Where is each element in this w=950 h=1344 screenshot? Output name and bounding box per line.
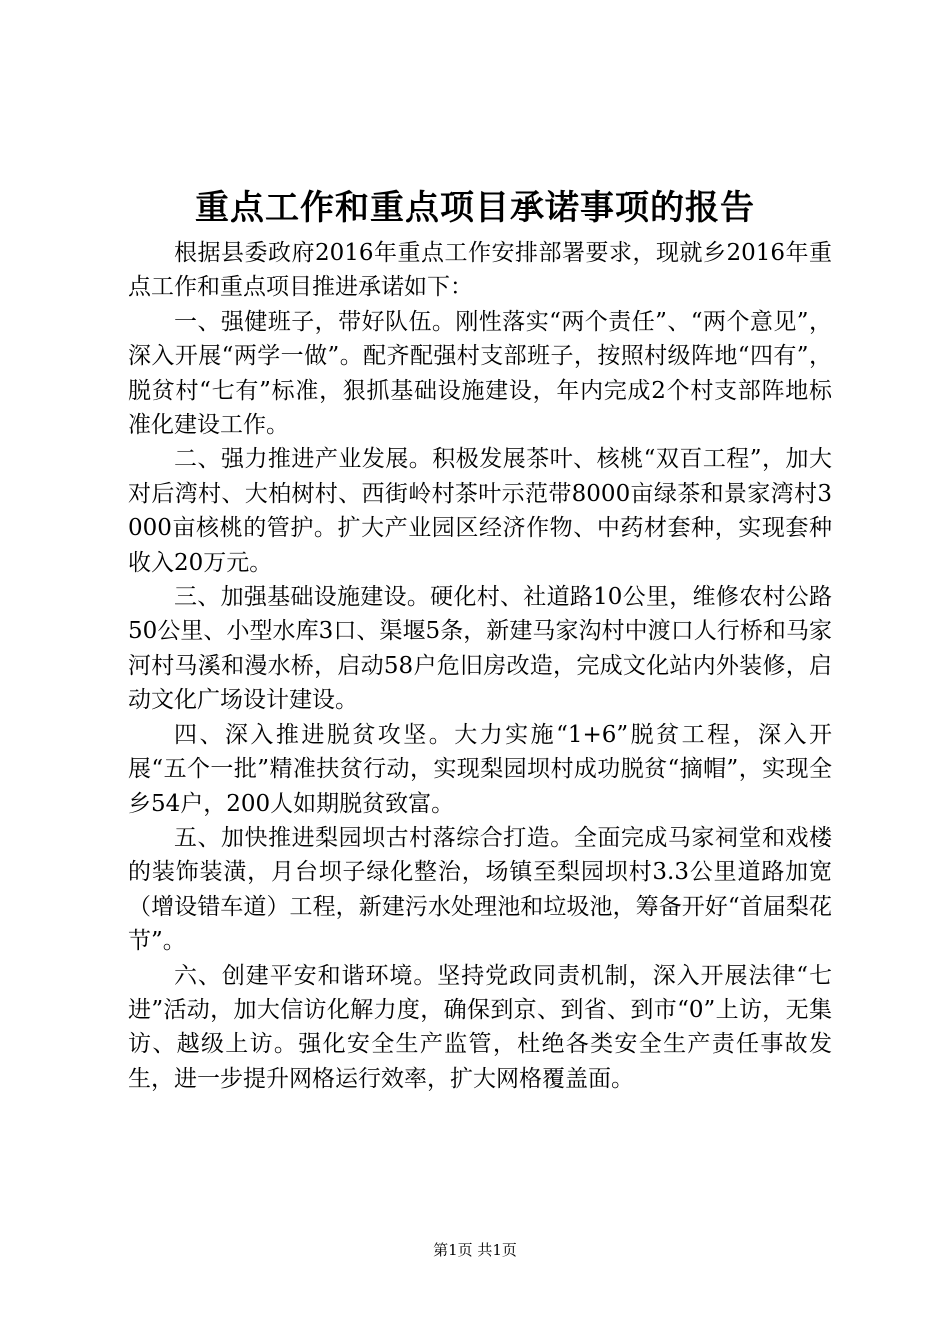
- paragraph-item-5: 五、加快推进梨园坝古村落综合打造。全面完成马家祠堂和戏楼的装饰装潢，月台坝子绿化整治，场镇至梨园坝村3.3公里道路加宽（增设错车道）工程，新建污水处理池和垃圾池，筹备开好“首届梨花节”。: [128, 824, 832, 955]
- document-body: [128, 236, 832, 1096]
- page-number-footer: 第1页 共1页: [433, 1241, 517, 1259]
- paragraph-item-3: 三、加强基础设施建设。硬化村、社道路10公里，维修农村公路50公里、小型水库3口、渠堰5条，新建马家沟村中渡口人行桥和马家河村马溪和漫水桥，启动58户危旧房改造，完成文化站内外装修，启动文化广场设计建设。: [128, 584, 832, 714]
- paragraph-item-4: 四、深入推进脱贫攻坚。大力实施“1+6”脱贫工程，深入开展“五个一批”精准扶贫行动，实现梨园坝村成功脱贫“摘帽”，实现全乡54户，200人如期脱贫致富。: [128, 721, 832, 817]
- paragraph-intro: 根据县委政府2016年重点工作安排部署要求，现就乡2016年重点工作和重点项目推进承诺如下：: [128, 240, 832, 301]
- document-title: 重点工作和重点项目承诺事项的报告: [195, 188, 755, 228]
- paragraph-item-6: 六、创建平安和谐环境。坚持党政同责机制，深入开展法律“七进”活动，加大信访化解力度，确保到京、到省、到市“0”上访，无集访、越级上访。强化安全生产监管，杜绝各类安全生产责任事故发生，进一步提升网格运行效率，扩大网格覆盖面。: [128, 962, 832, 1092]
- paragraph-item-1: 一、强健班子，带好队伍。刚性落实“两个责任”、“两个意见”，深入开展“两学一做”。配齐配强村支部班子，按照村级阵地“四有”，脱贫村“七有”标准，狠抓基础设施建设，年内完成2个村支部阵地标准化建设工作。: [128, 308, 832, 439]
- paragraph-item-2: 二、强力推进产业发展。积极发展茶叶、核桃“双百工程”，加大对后湾村、大柏树村、西街岭村茶叶示范带8000亩绿茶和景家湾村3000亩核桃的管护。扩大产业园区经济作物、中药材套种，实现套种收入20万元。: [128, 446, 832, 576]
